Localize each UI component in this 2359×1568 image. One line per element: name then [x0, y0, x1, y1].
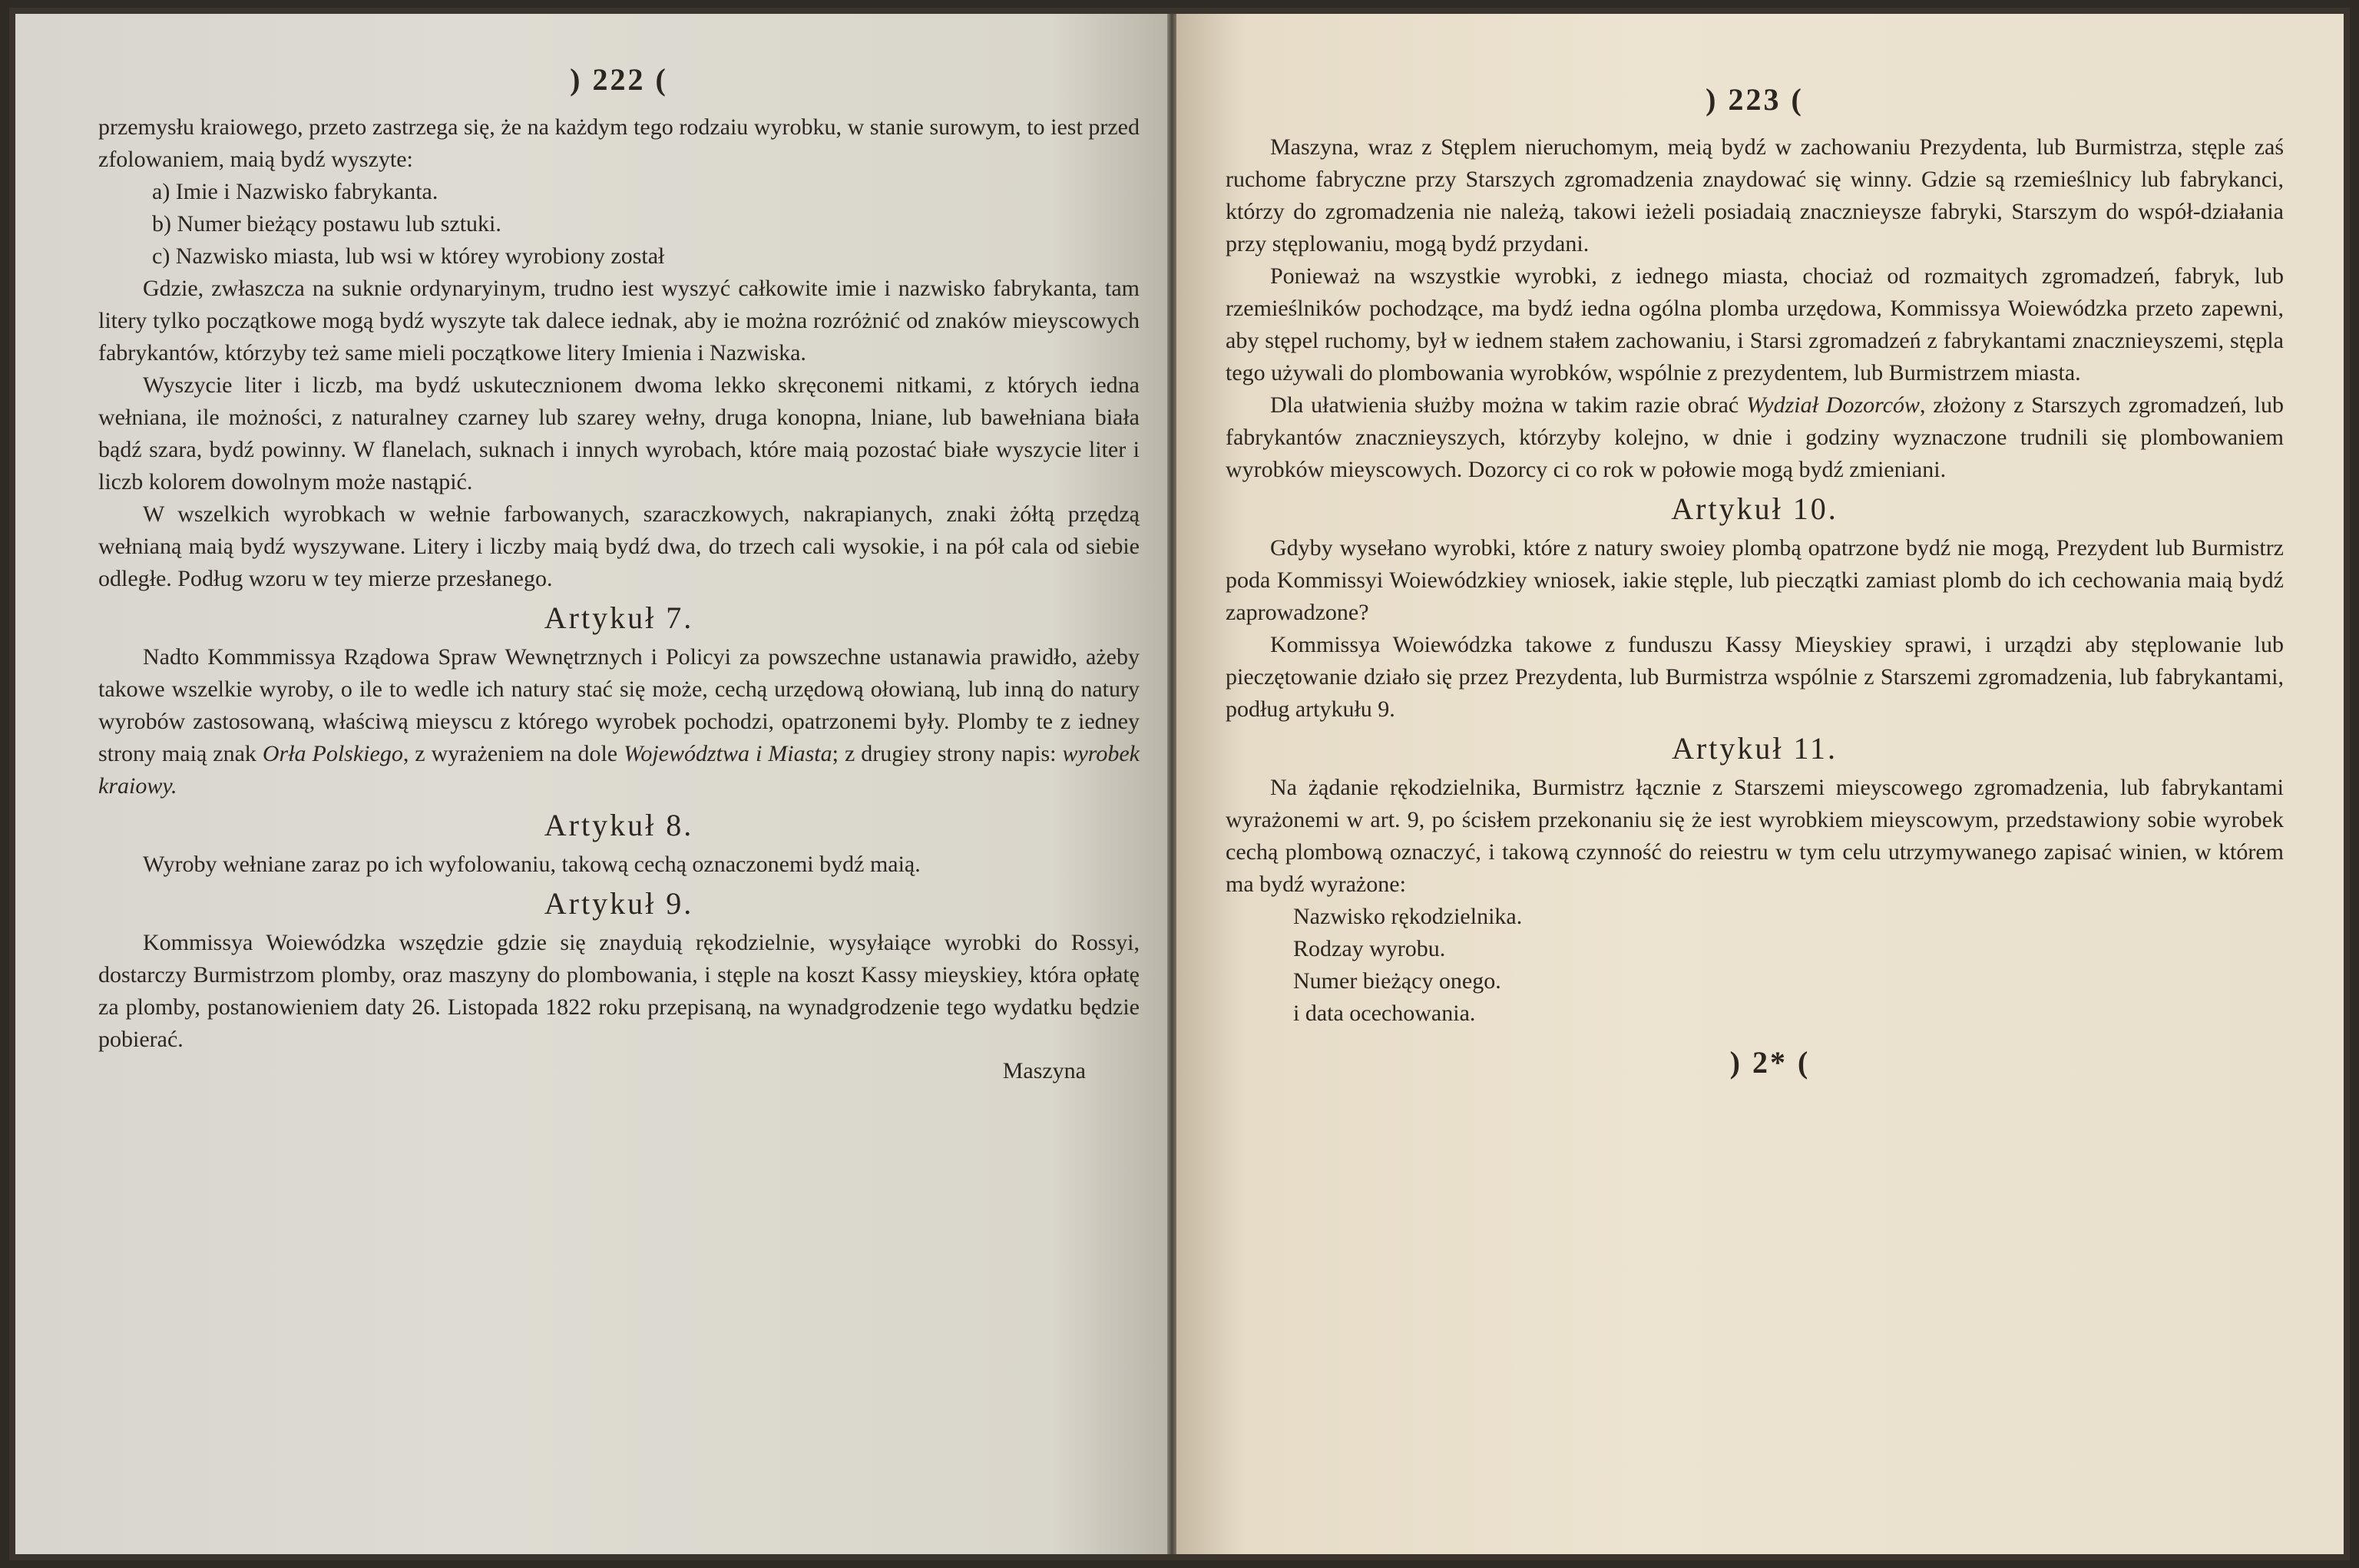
- list-item: c) Nazwisko miasta, lub wsi w którey wyrobiony został: [152, 243, 665, 269]
- article-10-text: Kommissya Woiewódzka takowe z funduszu Kassy Mieyskiey sprawi, i urządzi aby stęplowanie lub pieczętowanie działo się przez Prezydenta, lub Burmistrza wspólnie z Starszemi zgromadzenia, lub fabrykantami, podług artykułu 9.: [1226, 632, 2284, 722]
- right-page: [1176, 14, 2344, 1554]
- article-10-text: Gdyby wysełano wyrobki, które z natury swoiey plombą opatrzone bydź nie mogą, Prezydent lub Burmistrz poda Kommissyi Woiewódzkiey wniosek, iakie stęple, lub pieczątki zamiast plomb do ich cechowania maią bydź zaprowadzone?: [1226, 535, 2284, 625]
- italic-text: wyrobek kraiowy.: [98, 741, 1140, 799]
- italic-text: Województwa i Miasta: [624, 741, 832, 766]
- list-item: b) Numer bieżący postawu lub sztuki.: [152, 211, 501, 237]
- book-spread: [9, 8, 2350, 1560]
- article-8-heading: Artykuł 8.: [544, 808, 694, 842]
- signature-mark: ) 2* (: [1729, 1045, 1811, 1080]
- italic-text: Wydział Dozorców: [1746, 392, 1921, 418]
- text-span: ; z drugiey strony napis:: [832, 741, 1063, 766]
- left-page: [15, 14, 1167, 1554]
- list-item: i data ocechowania.: [1293, 1001, 1476, 1026]
- page-number-right: ) 223 (: [1706, 82, 1804, 117]
- article-10-heading: Artykuł 10.: [1671, 491, 1838, 526]
- article-9-text: Kommissya Woiewódzka wszędzie gdzie się znayduią rękodzielnie, wysyłaiące wyrobki do Rossyi, dostarczy Burmistrzom plomby, oraz maszyny do plombowania, i stęple na koszt Kassy mieyskiey, która opłatę za plomby, postanowieniem daty 26. Listopada 1822 roku przepisaną, na wynadgrodzenie tego wydatku będzie pobierać.: [98, 930, 1140, 1052]
- text-span: , z wyrażeniem na dole: [402, 741, 624, 766]
- article-7-heading: Artykuł 7.: [544, 600, 694, 635]
- article-11-text: Na żądanie rękodzielnika, Burmistrz łącznie z Starszemi mieyscowego zgromadzenia, lub fabrykantami wyrażonemi w art. 9, po ścisłem przekonaniu się że iest wyrobkiem mieyscowym, przedstawiony sobie wyrobek cechą plombową oznaczyć, i takową czynność do reiestru w tym celu utrzymywanego zapisać winien, w którem ma bydź wyrażone:: [1226, 775, 2284, 897]
- book-gutter: [1167, 14, 1176, 1554]
- article-9-heading: Artykuł 9.: [544, 886, 694, 921]
- text-span: , złożony z Starszych zgromadzeń, lub fabrykantów znacznieyszych, którzyby kolejno, w dnie i godziny wyznaczone trudnili się plombowaniem wyrobków mieyscowych. Dozorcy ci co rok w połowie mogą bydź zmieniani.: [1226, 392, 2284, 482]
- text-span: Nadto Kommmissya Rządowa Spraw Wewnętrznych i Policyi za powszechne ustanawia prawidło, ażeby takowe wszelkie wyroby, o ile to wedle ich natury stać się może, cechą urzędową ołowianą, lub inną do natury wyrobów zastosowaną, właściwą mieyscu z którego wyrobek pochodzi, opatrzonemi były. Plomby te z iedney strony maią znak: [98, 644, 1140, 766]
- article-11-heading: Artykuł 11.: [1672, 731, 1838, 766]
- paragraph: Ponieważ na wszystkie wyrobki, z iednego miasta, chociaż od rozmaitych zgromadzeń, fabryk, lub rzemieślników pochodzące, ma bydź iedna ogólna plomba urzędowa, Kommissya Woiewódzka przeto zapewni, aby stępel ruchomy, był w iednem stałem zachowaniu, i Starsi zgromadzeń z fabrykantami znacznieyszemi, stępla tego używali do plombowania wyrobków, wspólnie z prezydentem, lub Burmistrzem miasta.: [1226, 263, 2284, 385]
- text-span: Dla ułatwienia służby można w takim razie obrać: [1270, 392, 1747, 418]
- paragraph: przemysłu kraiowego, przeto zastrzega się, że na każdym tego rodzaiu wyrobku, w stanie surowym, to iest przed zfolowaniem, maią bydź wyszyte:: [98, 114, 1140, 172]
- italic-text: Orła Polskiego: [262, 741, 403, 766]
- left-page-text: [98, 111, 1140, 1087]
- catchword: Maszyna: [1002, 1058, 1086, 1083]
- list-item: Numer bieżący onego.: [1293, 968, 1501, 994]
- list-item: Rodzay wyrobu.: [1293, 936, 1446, 961]
- list-item: Nazwisko rękodzielnika.: [1293, 904, 1523, 929]
- page-number-left: ) 222 (: [570, 62, 668, 97]
- list-item: a) Imie i Nazwisko fabrykanta.: [152, 179, 438, 204]
- paragraph: W wszelkich wyrobkach w wełnie farbowanych, szaraczkowych, nakrapianych, znaki żółtą przędzą wełnianą maią bydź wyszywane. Litery i liczby maią bydź dwa, do trzech cali wysokie, i na pół cala od siebie odległe. Podług wzoru w tey mierze przesłanego.: [98, 501, 1140, 591]
- paragraph: Gdzie, zwłaszcza na suknie ordynaryinym, trudno iest wyszyć całkowite imie i nazwisko fabrykanta, tam litery tylko początkowe mogą bydź wyszyte tak dalece iednak, aby ie można rozróżnić od znaków mieyscowych fabrykantów, którzyby też same mieli początkowe litery Imienia i Nazwiska.: [98, 276, 1140, 366]
- paragraph: Maszyna, wraz z Stęplem nieruchomym, meią bydź w zachowaniu Prezydenta, lub Burmistrza, stęple zaś ruchome fabryczne przy Starszych zgromadzenia znaydować się winny. Gdzie są rzemieślnicy lub fabrykanci, którzy do zgromadzenia nie należą, takowi ieżeli posiadaią znacznieysze fabryki, Starszym do współ-działania przy stęplowaniu, mogą bydź przydani.: [1226, 134, 2284, 256]
- paragraph: [1226, 389, 2284, 486]
- article-8-text: Wyroby wełniane zaraz po ich wyfolowaniu, takową cechą oznaczonemi bydź maią.: [143, 852, 921, 877]
- article-7-text: [98, 641, 1140, 802]
- right-page-text: [1226, 131, 2284, 1079]
- paragraph: Wyszycie liter i liczb, ma bydź uskutecznionem dwoma lekko skręconemi nitkami, z których iedna wełniana, ile możności, z naturalney czarney lub szarey wełny, druga konopna, lniane, lub bawełniana biała bądź szara, bydź powinny. W flanelach, suknach i innych wyrobach, które maią pozostać białe wyszycie liter i liczb kolorem dowolnym może nastąpić.: [98, 372, 1140, 495]
